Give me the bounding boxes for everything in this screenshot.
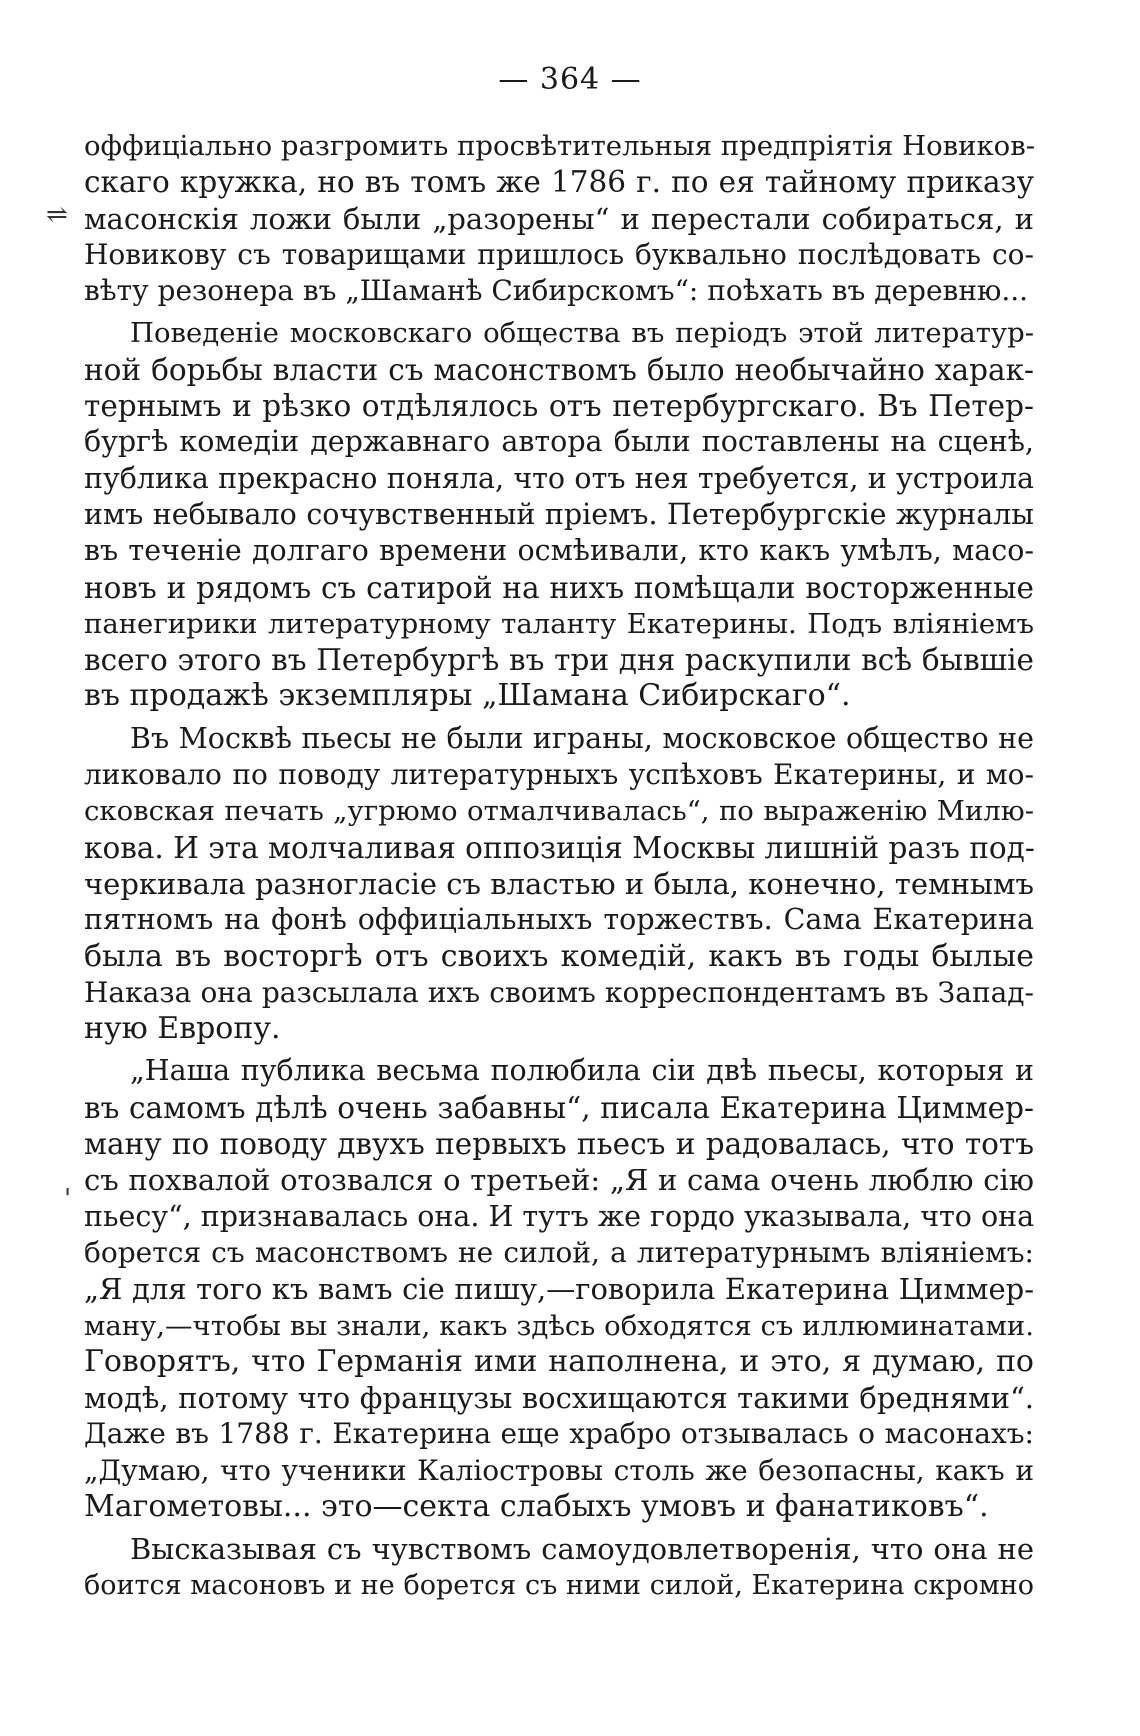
text-line: борется съ масонствомъ не силой, а литературнымъ вліяніемъ: [84, 1235, 1034, 1269]
text-line: Высказывая съ чувствомъ самоудовлетворенія, что она не [130, 1532, 1034, 1567]
text-line: въ теченіе долгаго времени осмѣивали, кто какъ умѣлъ, масо- [84, 534, 1034, 568]
text-line: сковская печать „угрюмо отмалчивалась“, по выраженію Милю- [84, 795, 1034, 828]
text-line: Поведеніе московскаго общества въ періодъ этой литератур- [130, 317, 1034, 350]
text-line: тернымъ и рѣзко отдѣлялось отъ петербургскаго. Въ Петер- [84, 389, 1034, 424]
page-number: — 364 — [498, 62, 642, 97]
text-line: кова. И эта молчаливая оппозиція Москвы лишній разъ под- [84, 830, 1035, 865]
text-line: съ похвалой отозвался о третьей: „Я и сама очень люблю сію [84, 1163, 1034, 1198]
text-line: всего этого въ Петербургѣ въ три дня раскупили всѣ бывшіе [84, 643, 1034, 678]
text-line: Даже въ 1788 г. Екатерина еще храбро отзывалась о масонахъ: [84, 1417, 1034, 1451]
text-line: имъ небывало сочувственный пріемъ. Петербургскіе журналы [84, 497, 1034, 531]
text-line: Говорятъ, что Германія ими наполнена, и это, я думаю, по [84, 1343, 1034, 1379]
text-line: новъ и рядомъ съ сатирой на нихъ помѣщали восторженные [84, 570, 1034, 605]
text-line: въ самомъ дѣлѣ очень забавны“, писала Екатерина Циммер- [84, 1090, 1034, 1125]
text-line: панегирики литературному таланту Екатерины. Подъ вліяніемъ [84, 607, 1034, 640]
text-line: была въ восторгѣ отъ своихъ комедій, какъ въ годы былые [84, 938, 1034, 974]
text-line: черкивала разногласіе съ властью и была, конечно, темнымъ [84, 866, 1034, 901]
text-line: ману по поводу двухъ первыхъ пьесъ и радовалась, что тотъ [84, 1127, 1034, 1162]
paragraph-3 [84, 721, 1034, 1048]
text-line: ной борьбы власти съ масонствомъ было необычайно харак- [84, 352, 1034, 387]
text-line: Новикову съ товарищами пришлось буквально послѣдовать со- [84, 237, 1034, 271]
paragraph-4 [84, 1053, 1034, 1525]
text-line: „Наша публика весьма полюбила сіи двѣ пьесы, которыя и [130, 1054, 1034, 1088]
text-line: „Думаю, что ученики Каліостровы столь же безопасны, какъ и [84, 1453, 1034, 1487]
text-line: Наказа она разсылала ихъ своимъ корреспондентамъ въ Запад- [84, 975, 1034, 1009]
paragraph-5 [84, 1531, 1034, 1604]
text-line: публика прекрасно поняла, что отъ нея требуется, и устроила [84, 461, 1034, 495]
text-line: ликовало по поводу литературныхъ успѣховъ Екатерины, и мо- [84, 758, 1034, 792]
margin-mark-left-1: ⇌ [46, 200, 68, 230]
text-line: пятномъ на фонѣ оффиціальныхъ торжествъ. Сама Екатерина [84, 903, 1034, 937]
text-line: боится масоновъ и не борется съ ними силой, Екатерина скромно [84, 1569, 1034, 1601]
text-line: оффиціально разгромить просвѣтительныя предпріятія Новиков- [84, 130, 1036, 162]
paragraph-2 [84, 315, 1034, 714]
text-line: „Я для того къ вамъ сіе пишу,—говорила Екатерина Циммер- [84, 1272, 1034, 1307]
text-line: Въ Москвѣ пьесы не были играны, московское общество не [130, 721, 1034, 755]
paragraph-1 [84, 128, 1034, 309]
text-line: пьесу“, признавалась она. И тутъ же гордо указывала, что она [84, 1199, 1035, 1233]
text-line: въ продажѣ экземпляры „Шамана Сибирскаго“. [84, 678, 851, 714]
text-line: бургѣ комедіи державнаго автора были поставлены на сценѣ, [84, 425, 1034, 459]
text-line: масонскія ложи были „разорены“ и перестали собираться, и [84, 201, 1034, 236]
margin-mark-left-2: ' [64, 1184, 72, 1214]
text-line: вѣту резонера въ „Шаманѣ Сибирскомъ“: поѣхать въ деревню... [84, 274, 1029, 308]
text-line: ную Европу. [84, 1011, 281, 1047]
text-line: скаго кружка, но въ томъ же 1786 г. по ея тайному приказу [84, 165, 1034, 200]
text-line: ману,—чтобы вы знали, какъ здѣсь обходятся съ иллюминатами. [84, 1309, 1034, 1342]
text-line: Магометовы... это—секта слабыхъ умовъ и фанатиковъ“. [84, 1488, 989, 1524]
body-text [84, 128, 1034, 1604]
text-line: модѣ, потому что французы восхищаются такими бреднями“. [84, 1381, 1034, 1416]
